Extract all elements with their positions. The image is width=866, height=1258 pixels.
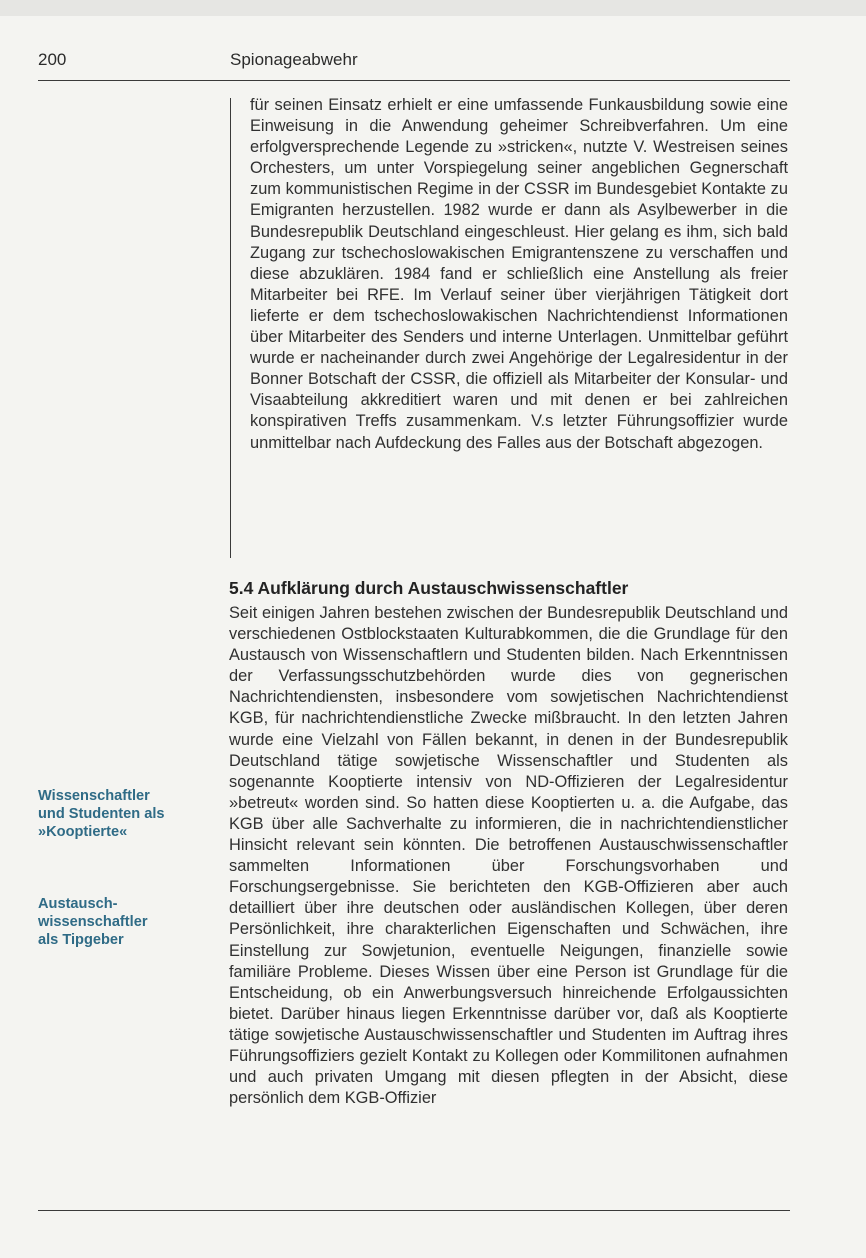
section-heading: 5.4 Aufklärung durch Austauschwissenschaftler — [229, 578, 629, 598]
footer-rule — [38, 1210, 790, 1211]
header-rule — [38, 80, 790, 81]
body-paragraph-continued: für seinen Einsatz erhielt er eine umfassende Funkausbildung sowie eine Einweisung in die Anwendung geheimer Schreibverfahren. Um eine erfolgversprechende Legende zu »stricken«, nutzte V. Westreisen seines Orchesters, um unter Vorspiegelung seiner angeblichen Gegnerschaft zum kommunistischen Regime in der CSSR im Bundesgebiet Kontakte zu Emigranten herzustellen. 1982 wurde er dann als Asylbewerber in die Bundesrepublik Deutschland eingeschleust. Hier gelang es ihm, sich bald Zugang zur tschechoslowakischen Emigrantenszene zu verschaffen und diese abzuklären. 1984 fand er schließlich eine Anstellung als freier Mitarbeiter bei RFE. Im Verlauf seiner über vierjährigen Tätigkeit dort lieferte er dem tschechoslowakischen Nachrichtendienst Informationen über Mitarbeiter des Senders und interne Unterlagen. Unmittelbar geführt wurde er nacheinander durch zwei Angehörige der Legalresidentur in der Bonner Botschaft der CSSR, die offiziell als Mitarbeiter der Konsular- und Visaabteilung akkreditiert waren und mit denen er bei zahlreichen konspirativen Treffs zusammenkam. V.s letzter Führungsoffizier wurde unmittelbar nach Aufdeckung des Falles aus der Botschaft abgezogen. — [250, 96, 788, 452]
page-number: 200 — [38, 50, 67, 69]
scan-top-edge — [0, 0, 866, 16]
margin-note-kooptierte: Wissenschaftler und Studenten als »Kooptierte« — [38, 788, 165, 840]
section-body-paragraph: Seit einigen Jahren bestehen zwischen der Bundesrepublik Deutschland und verschiedenen Ostblockstaaten Kulturabkommen, die die Grundlage für den Austausch von Wissenschaftlern und Studenten bilden. Nach Erkenntnissen der Verfassungsschutzbehörden wurde dies von gegnerischen Nachrichtendiensten, insbesondere vom sowjetischen Nachrichtendienst KGB, für nachrichtendienstliche Zwecke mißbraucht. In den letzten Jahren wurde eine Vielzahl von Fällen bekannt, in denen in der Bundesrepublik Deutschland tätige sowjetische Wissenschaftler und Studenten als sogenannte Kooptierte intensiv von ND-Offizieren der Legalresidentur »betreut« worden sind. So hatten diese Kooptierten u. a. die Aufgabe, das KGB über alle Sachverhalte zu informieren, die in nachrichtendienstlicher Hinsicht relevant sein könnten. Die betroffenen Austauschwissenschaftler sammelten Informationen über Forschungsvorhaben und Forschungsergebnisse. Sie berichteten den KGB-Offizieren aber auch detailliert über ihre deutschen oder ausländischen Kollegen, über deren Persönlichkeit, ihre charakterlichen Eigenschaften und Schwächen, ihre Einstellung zur Sowjetunion, eventuelle Neigungen, finanzielle sowie familiäre Probleme. Dieses Wissen über eine Person ist Grundlage für die Entscheidung, ob ein Anwerbungsversuch hinreichende Erfolgaussichten bietet. Darüber hinaus liegen Erkenntnisse darüber vor, daß als Kooptierte tätige sowjetische Austauschwissenschaftler und Studenten im Auftrag ihres Führungsoffiziers gezielt Kontakt zu Kollegen oder Kommilitonen aufnahmen und auch privaten Umgang mit diesen pflegten in der Absicht, diese persönlich dem KGB-Offizier — [229, 604, 788, 1108]
running-head: Spionageabwehr — [230, 50, 358, 69]
margin-change-bar — [230, 98, 231, 558]
margin-note-tipgeber: Austausch- wissenschaftler als Tipgeber — [38, 896, 148, 948]
page-header — [38, 50, 798, 72]
